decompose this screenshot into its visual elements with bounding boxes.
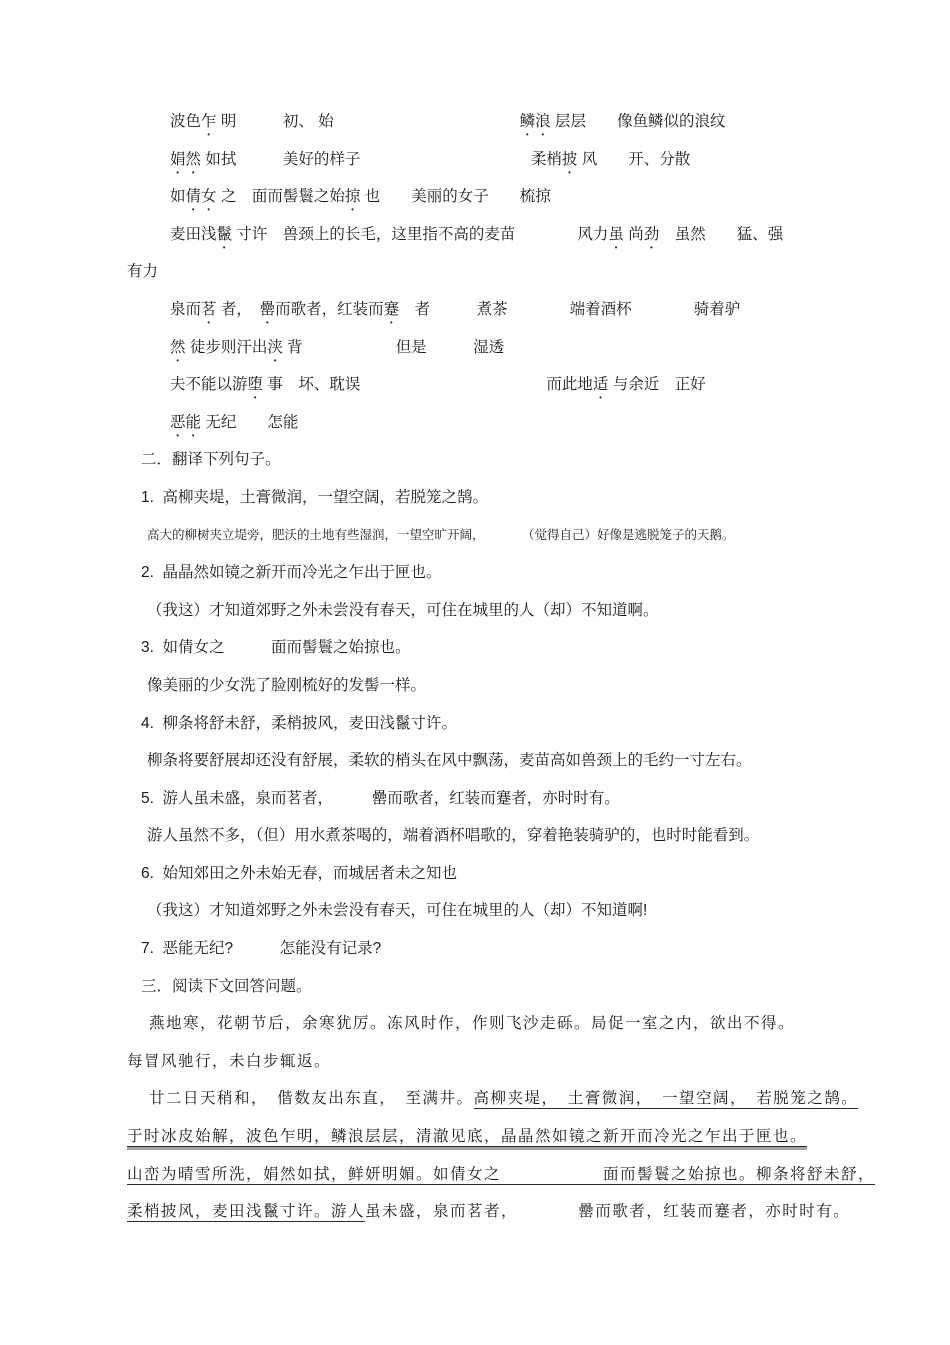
- text-run: 4. 柳条将舒未舒，柔梢披风，麦田浅鬣寸许。: [141, 714, 458, 732]
- text-run: 层层: [550, 113, 617, 130]
- text-run: 虽未盛，泉而茗者， 罍而歌者，红装而蹇者，亦时时有。: [365, 1203, 851, 1221]
- underlined-text-run: 柔梢披风，麦田浅鬣寸许。游人: [127, 1203, 366, 1221]
- text-run: 尚: [623, 225, 644, 243]
- answer-2: [147, 592, 920, 630]
- vocab-row-7: [170, 366, 920, 404]
- text-run: 1. 高柳夹堤，土膏微润，一望空阔，若脱笼之鹄。: [141, 488, 489, 506]
- emphasized-text-run: 堕: [247, 376, 264, 394]
- document-body: [127, 103, 920, 1231]
- text-run: 美丽的女子: [411, 188, 520, 206]
- underlined-text-run: 高柳夹堤， 土膏微润， 一望空阔， 若脱笼之鹄。: [473, 1090, 859, 1108]
- text-run: 而此地: [546, 376, 593, 394]
- question-2: [141, 554, 920, 592]
- emphasized-text-run: 然: [170, 338, 186, 356]
- emphasized-text-run: 娟然: [170, 150, 202, 168]
- text-run: 者: [399, 300, 477, 318]
- emphasized-text-run: 鳞浪: [519, 113, 551, 130]
- question-1: [141, 479, 920, 517]
- text-run: 如: [170, 188, 186, 206]
- text-run: 也: [360, 188, 412, 206]
- vocab-row-3: [170, 178, 920, 216]
- passage-line-4: [127, 1118, 920, 1156]
- text-run: 面而髻鬟之始: [251, 188, 345, 206]
- text-run: 泉而: [170, 300, 202, 318]
- text-run: 2. 晶晶然如镜之新开而冷光之乍出于匣也。: [141, 564, 442, 582]
- answer-1: [147, 517, 920, 555]
- passage-line-1: [149, 1005, 920, 1043]
- text-run: 风: [577, 150, 629, 168]
- text-run: （我这）才知道郊野之外未尝没有春天，可住在城里的人（却）不知道啊!: [147, 902, 648, 920]
- passage-line-2: [127, 1043, 920, 1081]
- text-run: 正好: [674, 376, 706, 394]
- answer-3: [147, 667, 920, 705]
- text-run: 背: [282, 338, 396, 356]
- section-3-heading: [141, 968, 920, 1006]
- text-run: [360, 151, 531, 168]
- text-run: 如拭: [201, 150, 283, 168]
- emphasized-text-run: 乍: [201, 113, 217, 130]
- emphasized-text-run: 浃: [267, 338, 283, 356]
- text-run: 虽然: [674, 225, 737, 243]
- emphasized-text-run: 虽: [608, 225, 624, 243]
- text-run: [360, 376, 546, 393]
- text-run: 美好的样子: [282, 150, 361, 168]
- question-4: [141, 705, 920, 743]
- text-run: 三．阅读下文回答问题。: [141, 977, 312, 995]
- text-run: 兽颈上的长毛，这里指不高的麦苗: [282, 225, 516, 243]
- vocab-row-5: [170, 291, 920, 329]
- text-run: 煮茶: [476, 300, 570, 318]
- text-run: 徒步则汗出: [185, 338, 268, 356]
- text-run: 湿透: [473, 338, 505, 356]
- question-3: [141, 629, 920, 667]
- text-run: 7. 恶能无纪? 怎能没有记录?: [141, 940, 382, 958]
- text-run: 无纪: [201, 413, 268, 431]
- text-run: 怎能: [267, 413, 299, 431]
- text-run: 6. 始知郊田之外未始无春，而城居者未之知也: [141, 864, 458, 882]
- text-run: 寸许: [232, 225, 283, 243]
- text-run: 初、 始: [282, 113, 334, 130]
- text-run: 端着酒杯: [569, 300, 694, 318]
- text-run: [334, 113, 520, 130]
- emphasized-text-run: 劲: [643, 225, 660, 243]
- emphasized-text-run: 倩女: [185, 188, 217, 206]
- text-run: 明: [216, 113, 283, 130]
- emphasized-text-run: 掠: [344, 188, 361, 206]
- vocab-row-4: [170, 216, 920, 254]
- text-run: 而歌者，红装而: [275, 300, 384, 318]
- emphasized-text-run: 罍: [259, 300, 276, 318]
- text-run: 者，: [216, 300, 260, 318]
- text-run: 5. 游人虽未盛，泉而茗者， 罍而歌者，红装而蹇者，亦时时有。: [141, 789, 620, 807]
- text-run: 燕地寒，花朝节后，余寒犹厉。冻风时作，作则飞沙走砾。局促一室之内，欲出不得。: [149, 1015, 796, 1033]
- text-run: 二．翻译下列句子。: [141, 451, 281, 469]
- text-run: 游人虽然不多，（但）用水煮茶喝的，端着酒杯唱歌的，穿着艳装骑驴的，也时时能看到。: [147, 827, 760, 845]
- emphasized-text-run: 鬣: [216, 225, 233, 243]
- emphasized-text-run: 茗: [201, 300, 217, 318]
- text-run: 3. 如倩女之 面而髻鬟之始掠也。: [141, 639, 411, 657]
- question-5: [141, 780, 920, 818]
- answer-6: [147, 892, 920, 930]
- answer-5: [147, 817, 920, 855]
- text-run: [515, 226, 577, 243]
- emphasized-text-run: 蹇: [383, 300, 400, 318]
- vocab-row-4-wrap: [127, 253, 920, 291]
- text-run: 猛、强: [736, 225, 784, 243]
- section-2-heading: [141, 441, 920, 479]
- text-run: 每冒风驰行，未白步辄返。: [127, 1052, 332, 1070]
- underlined-text-run: 于时冰皮始解，波色乍明，鳞浪层层，清澈见底，晶晶然如镜之新开而冷光之乍出于匣也。: [127, 1128, 808, 1146]
- text-run: 风力: [577, 225, 609, 243]
- vocab-row-6: [170, 329, 920, 367]
- question-6: [141, 855, 920, 893]
- passage-line-3: [149, 1080, 920, 1118]
- text-run: 有力: [127, 263, 159, 281]
- text-run: 高大的柳树夹立堤旁，肥沃的土地有些湿润，一望空旷开阔， （觉得自己）好像是逃脱笼子的天鹅。: [147, 527, 735, 542]
- passage-line-5: [127, 1156, 920, 1194]
- text-run: 坏、耽误: [298, 376, 361, 394]
- text-run: 麦田浅: [170, 225, 217, 243]
- text-run: 事: [263, 376, 299, 394]
- passage-line-6: [127, 1193, 920, 1231]
- answer-4: [147, 742, 920, 780]
- text-run: 像鱼鳞似的浪纹: [617, 113, 726, 130]
- emphasized-text-run: 恶能: [170, 413, 202, 431]
- vocab-row-8: [170, 404, 920, 442]
- text-run: 柔梢: [530, 150, 562, 168]
- text-run: 波色: [170, 113, 202, 130]
- text-run: 开、分散: [628, 150, 691, 168]
- emphasized-text-run: 披: [561, 150, 578, 168]
- text-run: [659, 226, 675, 243]
- text-run: （我这）才知道郊野之外未尝没有春天，可住在城里的人（却）不知道啊。: [147, 601, 659, 619]
- emphasized-text-run: 适: [592, 376, 609, 394]
- text-run: 骑着驴: [693, 300, 741, 318]
- text-run: 柳条将要舒展却还没有舒展，柔软的梢头在风中飘荡，麦苗高如兽颈上的毛约一寸左右。: [147, 752, 752, 770]
- vocab-row-1: [170, 103, 920, 141]
- text-run: 之: [216, 188, 252, 206]
- text-run: 梳掠: [519, 188, 551, 206]
- vocab-row-2: [170, 141, 920, 179]
- text-run: 与余近: [608, 376, 675, 394]
- text-run: 廿二日天稍和， 偕数友出东直， 至满井。: [149, 1090, 474, 1108]
- question-7: [141, 930, 920, 968]
- text-run: 夫不能以游: [170, 376, 248, 394]
- underlined-text-run: 山峦为晴雪所洗，娟然如拭，鲜妍明媚。如倩女之 面而髻鬟之始掠也。柳条将舒未舒，: [127, 1165, 876, 1183]
- text-run: 像美丽的少女洗了脸刚梳好的发髻一样。: [147, 676, 427, 694]
- text-run: 但是: [395, 338, 474, 356]
